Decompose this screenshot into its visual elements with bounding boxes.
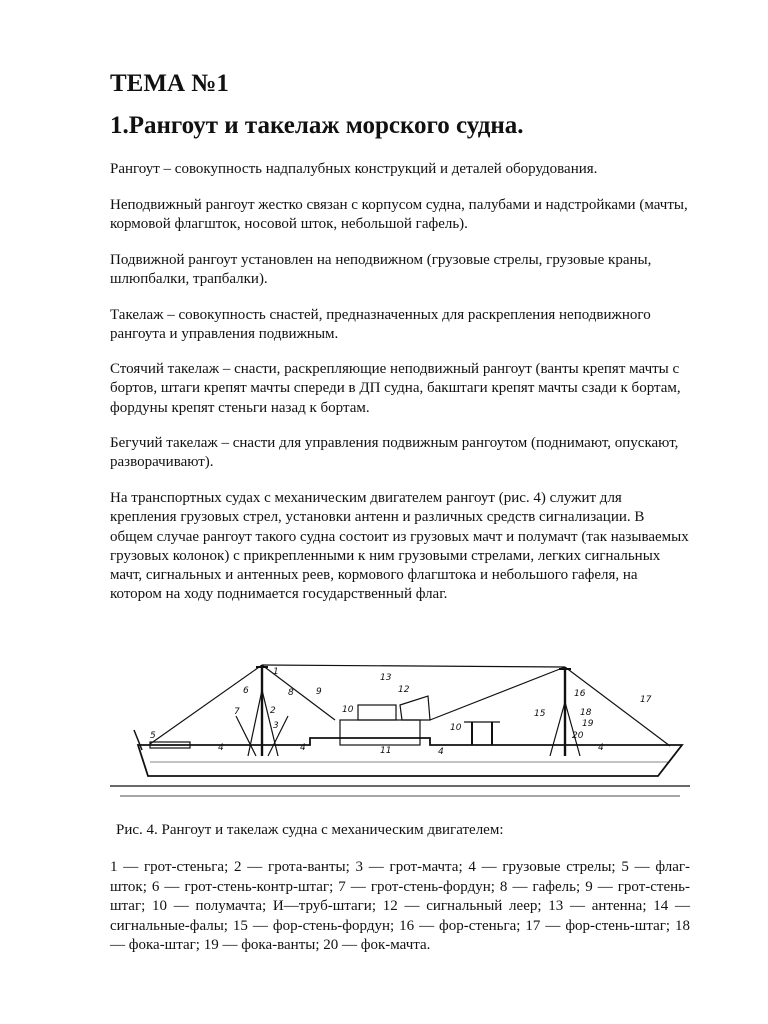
main-backstay <box>150 665 262 744</box>
paragraph-fixed-rangout: Неподвижный рангоут жестко связан с корпусом судна, палубами и надстройками (мачты, кормовой флагшток, носовой шток, небольшой гафель). <box>110 197 688 233</box>
label-10b: 10 <box>450 723 462 733</box>
label-5: 5 <box>150 731 156 741</box>
figure-caption: Рис. 4. Рангоут и такелаж судна с механическим двигателем: <box>116 822 504 838</box>
label-20: 20 <box>572 731 584 741</box>
label-6: 6 <box>243 686 249 696</box>
label-13: 13 <box>380 673 392 683</box>
label-11: 11 <box>380 746 392 756</box>
superstructure <box>340 720 420 745</box>
topic-heading: ТЕМА №1 <box>110 70 229 97</box>
figure-legend: 1 — грот-стеньга; 2 — грота-ванты; 3 — грот-мачта; 4 — грузовые стрелы; 5 — флаг-шток; 6 — грот-стень-контр-штаг; 7 — грот-стень-фордун; 8 — гафель; 9 — грот-стень-штаг; 10 — полумачта; И—труб-штаги; 12 — сигнальный леер; 13 — антенна; 14 — сигнальные-фалы; 15 — фор-стень-фордун; 16 — фор-стеньга; 17 — фор-стень-штаг; 18 — фока-штаг; 19 — фока-ванты; 20 — фок-мачта. <box>110 859 690 953</box>
label-15: 15 <box>534 709 546 719</box>
paragraph-rangout: Рангоут – совокупность надпалубных конструкций и деталей оборудования. <box>110 161 598 177</box>
label-4b: 4 <box>300 743 306 753</box>
label-17: 17 <box>640 695 652 705</box>
ship-rigging-figure <box>110 650 690 810</box>
label-9: 9 <box>316 687 322 697</box>
label-10a: 10 <box>342 705 354 715</box>
funnel <box>400 696 430 720</box>
main-shrouds-aft <box>248 690 262 756</box>
paragraph-transport-vessels: На транспортных судах с механическим двигателем рангоут (рис. 4) служит для крепления грузовых стрел, установки антенн и различных средств сигнализации. В общем случае рангоут такого судна состоит из грузовых мачт и полумачт (так называемых грузовых колонок) с прикрепленными к ним грузовыми стрелами, легких сигнальных мачт, сигнальных и антенных реев, кормового флагштока и небольшого гафеля, на котором на ходу поднимается государственный флаг. <box>110 490 689 603</box>
cargo-boom-aft <box>236 716 256 756</box>
label-16: 16 <box>574 689 586 699</box>
antenna-line <box>262 665 565 667</box>
paragraph-standing-rigging: Стоячий такелаж – снасти, раскрепляющие неподвижный рангоут (ванты крепят мачты с бортов, штаги крепят мачты спереди в ДП судна, бакштаги крепят мачты сзади к бортам, фордуны крепят стеньги назад к бортам. <box>110 361 681 416</box>
bridge <box>358 705 396 720</box>
paragraph-movable-rangout: Подвижной рангоут установлен на неподвижном (грузовые стрелы, грузовые краны, шлюпбалки, трапбалки). <box>110 252 652 288</box>
label-4a: 4 <box>218 743 224 753</box>
paragraph-running-rigging: Бегучий такелаж – снасти для управления подвижным рангоутом (поднимают, опускают, разворачивают). <box>110 435 679 471</box>
label-1: 1 <box>273 667 279 677</box>
label-12: 12 <box>398 685 410 695</box>
label-4d: 4 <box>598 743 604 753</box>
fore-shrouds-aft <box>550 702 565 756</box>
label-19: 19 <box>582 719 594 729</box>
fore-shrouds <box>565 702 580 756</box>
label-18: 18 <box>580 708 592 718</box>
label-2: 2 <box>270 706 276 716</box>
label-4c: 4 <box>438 747 444 757</box>
paragraph-rigging: Такелаж – совокупность снастей, предназначенных для раскрепления неподвижного рангоута и управления подвижным. <box>110 307 651 343</box>
label-7: 7 <box>234 707 240 717</box>
label-8: 8 <box>288 688 294 698</box>
label-3: 3 <box>273 721 279 731</box>
section-title: 1.Рангоут и такелаж морского судна. <box>110 112 524 139</box>
